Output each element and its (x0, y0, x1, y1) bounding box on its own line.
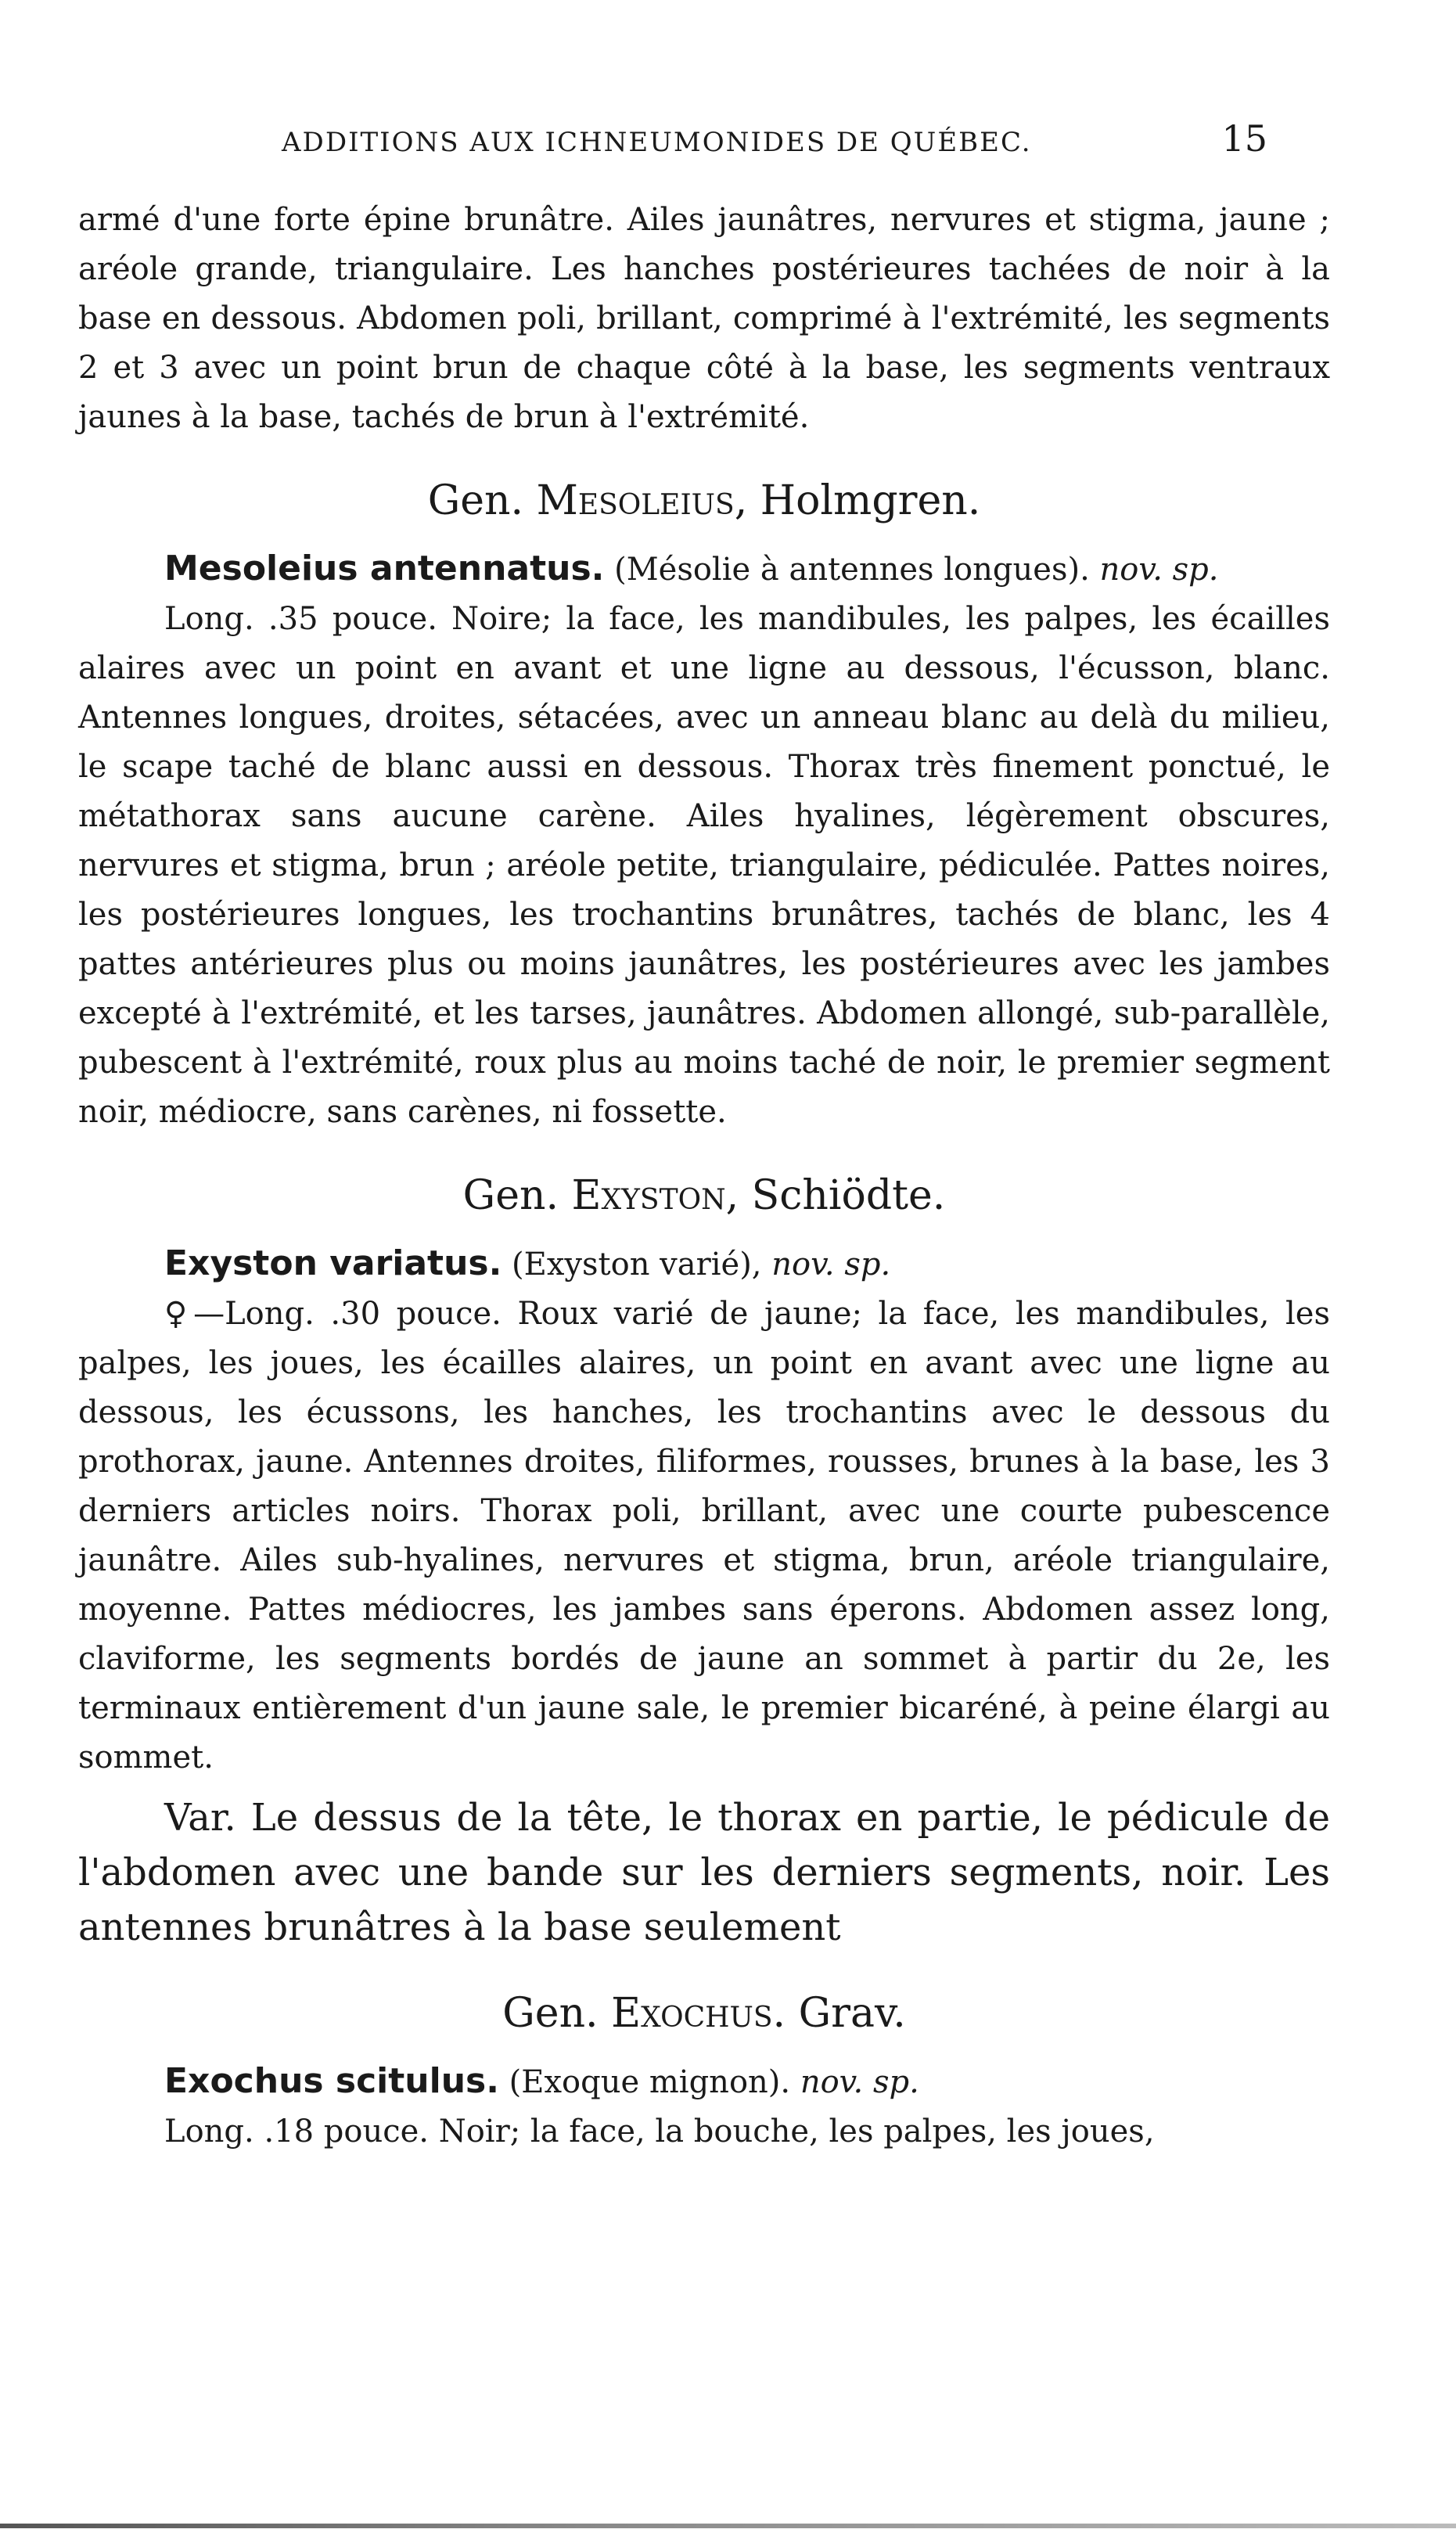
genus-prefix: Gen. (427, 477, 524, 524)
species-name: Exyston variatus. (164, 1243, 502, 1283)
species-tag: nov. sp. (1099, 552, 1219, 588)
genus-author: . Grav. (772, 1990, 906, 2037)
page-number: 15 (1221, 117, 1267, 160)
genus-prefix: Gen. (502, 1990, 599, 2037)
genus-heading-exyston (78, 1168, 1330, 1223)
body-text (78, 196, 1330, 2157)
species-description: Long. .18 pouce. Noir; la face, la bouche, les palpes, les joues, (164, 2114, 1155, 2150)
genus-name: Mesoleius (536, 477, 735, 524)
species-name: Mesoleius antennatus. (164, 549, 605, 588)
variety-paragraph: Var. Le dessus de la tête, le thorax en partie, le pédicule de l'abdomen avec une bande sur les derniers segments, noir. Les antennes brunâtres à la base seulement (78, 1796, 1330, 1949)
genus-author: , Schiödte. (725, 1172, 946, 1219)
species-common-name: (Mésolie à antennes longues). (604, 552, 1100, 588)
genus-heading-mesoleius (78, 473, 1330, 528)
species-heading-mesoleius-antennatus (164, 544, 1330, 595)
genus-heading-exochus (78, 1986, 1330, 2041)
page-edge-divider (0, 2524, 1456, 2528)
genus-name: Exyston (571, 1172, 726, 1219)
species-name: Exochus scitulus. (164, 2061, 499, 2101)
running-head (235, 117, 1267, 172)
species-heading-exyston-variatus (164, 1239, 1330, 1290)
species-heading-exochus-scitulus (164, 2056, 1330, 2107)
continuation-paragraph: armé d'une forte épine brunâtre. Ailes jaunâtres, nervures et stigma, jaune ; aréole grande, triangulaire. Les hanches postérieures tachées de noir à la base en dessous. Abdomen poli, brillant, comprimé à l'extrémité, les segments 2 et 3 avec un point brun de chaque côté à la base, les segments ventraux jaunes à la base, tachés de brun à l'extrémité. (78, 202, 1330, 435)
species-tag: nov. sp. (771, 1247, 891, 1283)
species-common-name: (Exoque mignon). (498, 2064, 800, 2100)
genus-name: Exochus (611, 1990, 773, 2037)
species-common-name: (Exyston varié), (502, 1247, 772, 1283)
genus-prefix: Gen. (462, 1172, 559, 1219)
species-description: ♀—Long. .30 pouce. Roux varié de jaune; la face, les mandibules, les palpes, les joues, les écailles alaires, un point en avant avec une ligne au dessous, les écussons, les hanches, les trochantins avec le dessous du prothorax, jaune. Antennes droites, filiformes, rousses, brunes à la base, les 3 derniers articles noirs. Thorax poli, brillant, avec une courte pubescence jaunâtre. Ailes sub-hyalines, nervures et stigma, brun, aréole triangulaire, moyenne. Pattes médiocres, les jambes sans éperons. Abdomen assez long, claviforme, les segments bordés de jaune an sommet à partir du 2e, les terminaux entièrement d'un jaune sale, le premier bicaréné, à peine élargi au sommet. (78, 1296, 1330, 1775)
species-tag: nov. sp. (800, 2064, 919, 2100)
species-description: Long. .35 pouce. Noire; la face, les mandibules, les palpes, les écailles alaires avec un point en avant et une ligne au dessous, l'écusson, blanc. Antennes longues, droites, sétacées, avec un anneau blanc au delà du milieu, le scape taché de blanc aussi en dessous. Thorax très finement ponctué, le métathorax sans aucune carène. Ailes hyalines, légèrement obscures, nervures et stigma, brun ; aréole petite, triangulaire, pédiculée. Pattes noires, les postérieures longues, les trochantins brunâtres, tachés de blanc, les 4 pattes antérieures plus ou moins jaunâtres, les postérieures avec les jambes excepté à l'extrémité, et les tarses, jaunâtres. Abdomen allongé, sub-parallèle, pubescent à l'extrémité, roux plus au moins taché de noir, le premier segment noir, médiocre, sans carènes, ni fossette. (78, 601, 1330, 1130)
genus-author: , Holmgren. (734, 477, 981, 524)
running-title: ADDITIONS AUX ICHNEUMONIDES DE QUÉBEC. (282, 127, 1032, 158)
